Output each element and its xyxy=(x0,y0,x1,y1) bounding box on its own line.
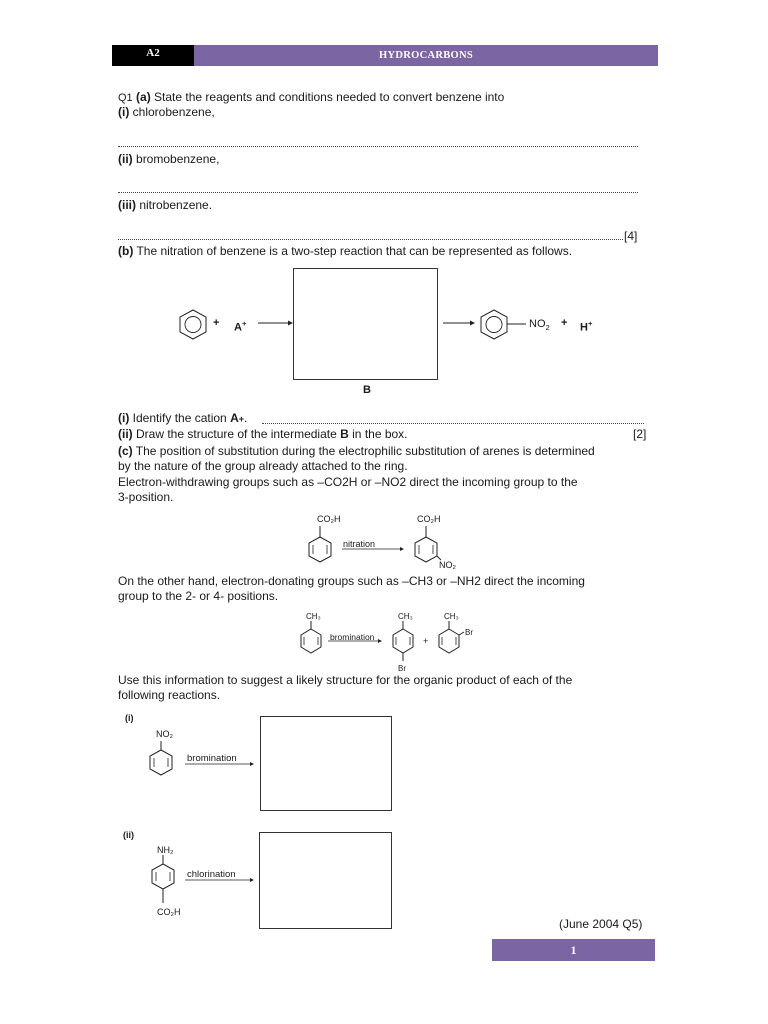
scheme1-arrow-label: nitration xyxy=(343,539,376,549)
part-c-text-6: group to the 2- or 4- positions. xyxy=(118,589,279,603)
part-a-ii-label: (ii) xyxy=(118,152,133,166)
part-a-i-label: (i) xyxy=(118,105,130,119)
scheme2-substituent-1: CH₃ xyxy=(306,612,321,621)
scheme2-substituent-3: Br xyxy=(398,664,406,673)
question-number: Q1 xyxy=(118,92,133,104)
scheme2-substituent-2: CH₃ xyxy=(398,612,413,621)
part-a-iii-label: (iii) xyxy=(118,198,136,212)
part-b-ii-text-1: Draw the structure of the intermediate xyxy=(136,427,337,441)
page-number: 1 xyxy=(492,939,655,961)
part-b-i-cation-charge: + xyxy=(238,414,245,424)
part-b-i-label: (i) xyxy=(118,411,130,425)
part-c-text-5: On the other hand, electron-donating groups such as –CH3 or –NH2 direct the incoming xyxy=(118,574,585,588)
part-b-ii-text-2: in the box. xyxy=(352,427,408,441)
scheme2-plus: + xyxy=(423,636,429,646)
part-c-ii-answer-box[interactable] xyxy=(259,832,392,929)
part-c-text-2: by the nature of the group already attached to the ring. xyxy=(118,459,408,473)
part-c-line-1: The position of substitution during the electrophilic substitution of arenes is determined xyxy=(135,444,595,458)
part-a-i-text: chlorobenzene, xyxy=(132,105,215,119)
part-c-ii-substituent-top: NH₂ xyxy=(157,845,174,855)
part-c-text-3: Electron-withdrawing groups such as –CO2H or –NO2 direct the incoming group to the xyxy=(118,475,578,489)
proton-h: H xyxy=(580,321,588,334)
part-c-text-7: Use this information to suggest a likely structure for the organic product of each of the xyxy=(118,673,573,687)
part-c-i-arrow-label: bromination xyxy=(187,753,237,764)
part-a-label: (a) xyxy=(136,90,151,104)
scheme2-substituent-5: Br xyxy=(465,628,473,637)
cation-a-charge: + xyxy=(241,319,247,328)
part-b-label: (b) xyxy=(118,244,134,258)
part-b-ii-bold: B xyxy=(340,427,349,441)
part-c-i-label: (i) xyxy=(125,713,134,723)
part-c-ii-substituent-bottom: CO₂H xyxy=(157,907,181,917)
part-a-text: State the reagents and conditions needed to convert benzene into xyxy=(154,90,505,104)
part-b-text: The nitration of benzene is a two-step reaction that can be represented as follows. xyxy=(136,244,573,258)
aminobenzoic-acid-structure xyxy=(152,855,174,903)
scheme1-substituent-1: CO₂H xyxy=(317,514,341,524)
scheme2-substituent-4: CH₃ xyxy=(444,612,459,621)
plus-sign-2: + xyxy=(561,317,568,329)
marks-a: [4] xyxy=(624,229,638,243)
plus-sign-1: + xyxy=(213,317,220,329)
nitro-no: NO xyxy=(529,318,546,330)
source-reference: (June 2004 Q5) xyxy=(559,917,643,931)
part-c-text-8: following reactions. xyxy=(118,688,221,702)
scheme2-arrow-label: bromination xyxy=(330,632,375,642)
part-b-i-end: . xyxy=(244,411,248,425)
marks-b: [2] xyxy=(633,427,647,441)
part-a-iii-text: nitrobenzene. xyxy=(139,198,213,212)
level-badge: A2 xyxy=(112,45,194,66)
part-b-i-text: Identify the cation xyxy=(132,411,227,425)
part-b-ii-label: (ii) xyxy=(118,427,133,441)
part-c-ii-arrow-label: chlorination xyxy=(187,869,236,880)
page-title: HYDROCARBONS xyxy=(194,45,658,66)
part-b-i-cation: A xyxy=(230,411,239,425)
part-a-ii-text: bromobenzene, xyxy=(136,152,220,166)
scheme1-substituent-2: CO₂H xyxy=(417,514,441,524)
part-c-label: (c) xyxy=(118,444,133,458)
proton-charge: + xyxy=(587,319,593,328)
part-c-i-substituent: NO₂ xyxy=(156,729,173,739)
part-c-text-4: 3-position. xyxy=(118,490,174,504)
cation-a-letter: A xyxy=(234,321,242,334)
scheme1-substituent-3: NO₂ xyxy=(439,560,456,570)
box-b-label: B xyxy=(363,384,371,396)
nitro-subscript: 2 xyxy=(545,323,550,333)
part-c-ii-label: (ii) xyxy=(123,830,134,840)
